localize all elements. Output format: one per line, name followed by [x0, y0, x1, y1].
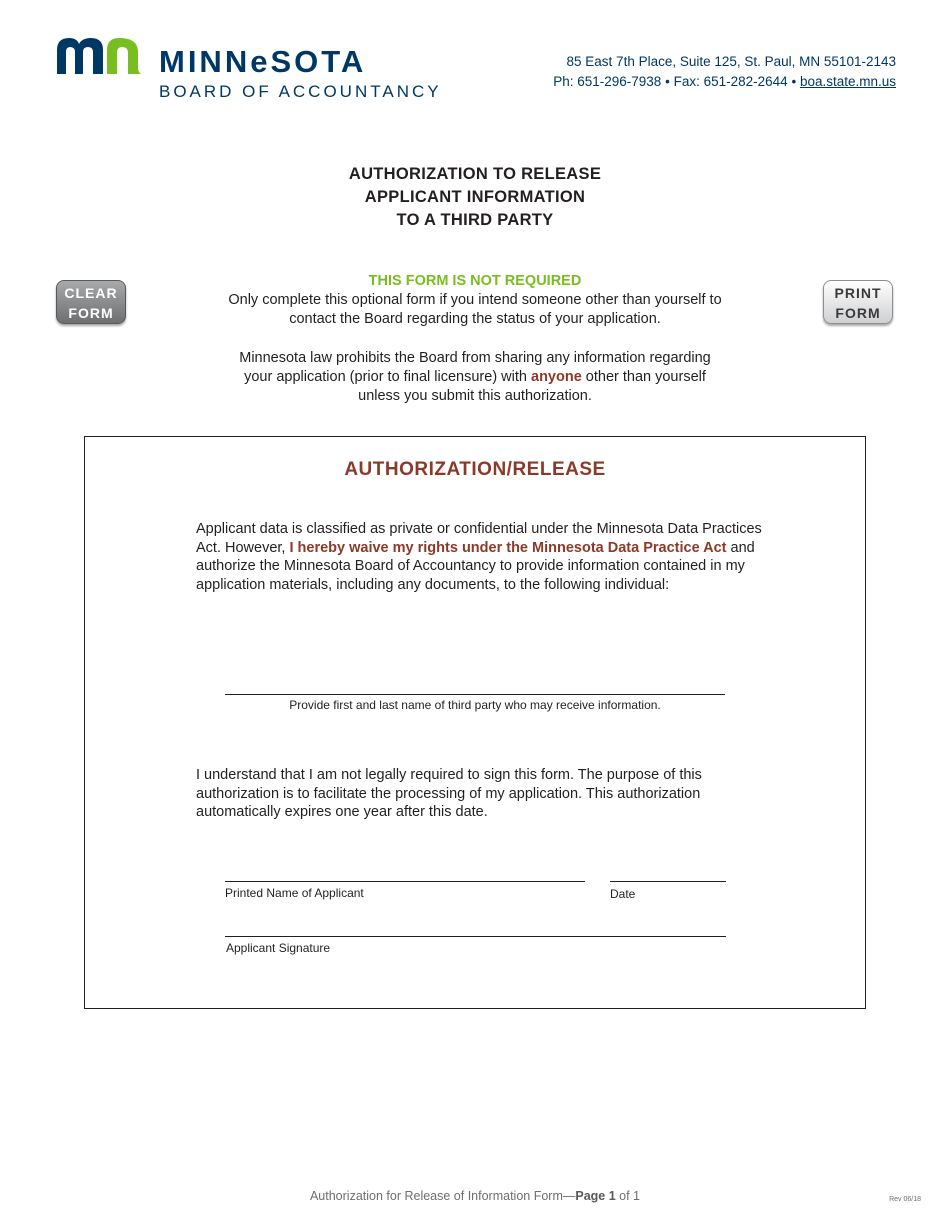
law-emphasis: anyone: [531, 369, 582, 385]
notice-line-1: Only complete this optional form if you intend someone other than yourself to: [228, 292, 722, 308]
printed-name-field[interactable]: [225, 881, 585, 882]
print-form-button[interactable]: [823, 280, 893, 324]
separator: •: [665, 74, 670, 89]
contact-info: [553, 52, 896, 92]
phone: Ph: 651-296-7938: [553, 74, 662, 89]
waiver-line-2-post: and: [726, 539, 755, 556]
logo: [55, 36, 455, 106]
waiver-paragraph: [196, 520, 816, 594]
waiver-line-2: [196, 539, 816, 558]
document-title: [0, 163, 950, 232]
title-line-2: APPLICANT INFORMATION: [364, 188, 586, 206]
footer-text: Authorization for Release of Information Form—: [309, 1189, 576, 1203]
notice: [150, 272, 800, 406]
website-link[interactable]: boa.state.mn.us: [799, 74, 896, 89]
date-field[interactable]: [610, 881, 726, 882]
fax: Fax: 651-282-2644: [673, 74, 788, 89]
understanding-paragraph: [196, 766, 816, 822]
understanding-line-1: I understand that I am not legally required to sign this form. The purpose of this: [196, 767, 702, 783]
print-label-2: FORM: [835, 305, 881, 321]
waiver-line-2-pre: Act. However,: [196, 539, 290, 556]
waiver-line-3: authorize the Minnesota Board of Accountancy to provide information contained in my: [196, 558, 745, 574]
footer-page: Page 1: [575, 1189, 616, 1203]
clear-label-1: CLEAR: [64, 285, 118, 301]
title-line-1: AUTHORIZATION TO RELEASE: [348, 165, 602, 183]
law-line-2-post: other than yourself: [581, 369, 706, 385]
print-label-1: PRINT: [834, 285, 882, 301]
signature-field[interactable]: [225, 936, 726, 937]
footer-total: of 1: [615, 1189, 641, 1203]
law-line-2-pre: your application (prior to final licensure) with: [244, 369, 531, 385]
understanding-line-2: authorization is to facilitate the processing of my application. This authorization: [196, 785, 701, 802]
footer: [0, 1189, 950, 1203]
notice-heading: THIS FORM IS NOT REQUIRED: [368, 273, 582, 289]
waiver-line-1: Applicant data is classified as private or confidential under the Minnesota Data Practices: [196, 521, 762, 537]
third-party-name-field[interactable]: [225, 694, 725, 695]
box-title: AUTHORIZATION/RELEASE: [344, 459, 606, 480]
clear-form-button[interactable]: [56, 280, 126, 324]
understanding-line-3: automatically expires one year after this date.: [196, 804, 488, 820]
revision-label: Rev 06/18: [889, 1196, 921, 1203]
logo-subtitle: BOARD OF ACCOUNTANCY: [159, 82, 442, 101]
waiver-emphasis: I hereby waive my rights under the Minnesota Data Practice Act: [289, 539, 727, 556]
notice-line-2: contact the Board regarding the status of your application.: [289, 311, 661, 327]
third-party-caption: Provide first and last name of third party who may receive information.: [289, 698, 661, 712]
clear-label-2: FORM: [68, 305, 114, 321]
waiver-line-4: application materials, including any documents, to the following individual:: [196, 576, 670, 593]
date-caption: Date: [610, 887, 636, 901]
law-line-2: [150, 368, 800, 387]
phone-fax-line: [553, 72, 896, 92]
law-line-3: unless you submit this authorization.: [358, 388, 592, 404]
printed-name-caption: Printed Name of Applicant: [225, 886, 364, 900]
title-line-3: TO A THIRD PARTY: [396, 211, 554, 229]
address: 85 East 7th Place, Suite 125, St. Paul, MN 55101-2143: [566, 54, 896, 69]
authorization-box: [84, 436, 866, 1009]
signature-caption: Applicant Signature: [226, 941, 331, 955]
mn-logo-icon: [55, 36, 141, 76]
law-line-1: Minnesota law prohibits the Board from sharing any information regarding: [239, 350, 711, 366]
separator: •: [791, 74, 797, 89]
logo-title: MINNeSOTA: [159, 44, 367, 79]
